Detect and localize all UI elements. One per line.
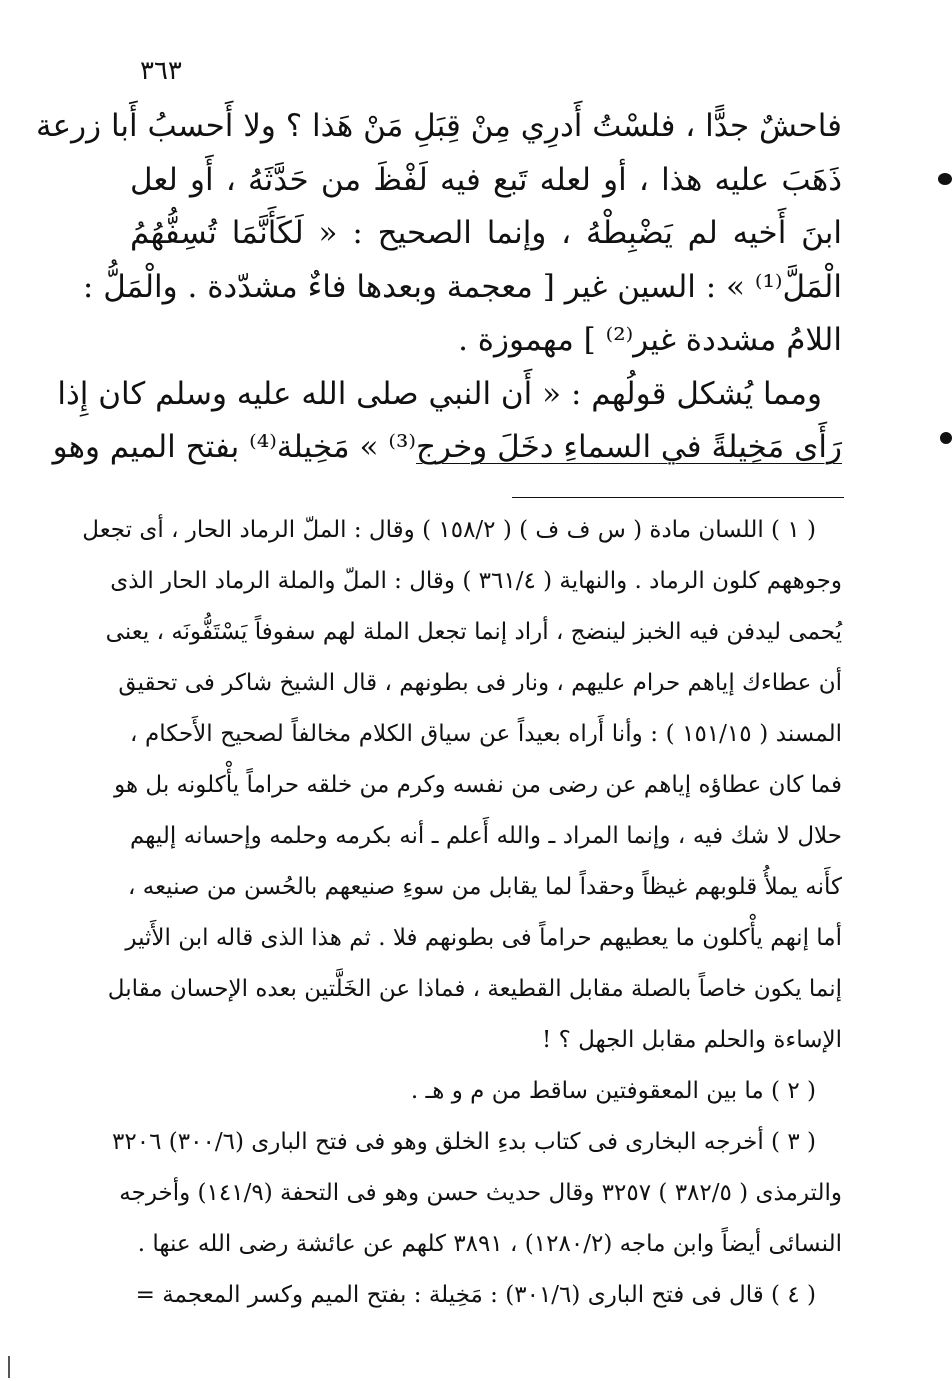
- footnote-line: يُحمى ليدفن فيه الخبز لينضج ، أراد إنما تجعل الملة لهم سفوفاً يَسْتَفُّونَه ، يعنى: [105, 619, 842, 645]
- footnote-line: إنما يكون خاصاً بالصلة مقابل القطيعة ، فماذا عن الخَلَّتين بعده الإحسان مقابل: [107, 976, 842, 1002]
- footnote-line: أن عطاءك إياهم حرام عليهم ، ونار فى بطونهم ، قال الشيخ شاكر فى تحقيق: [118, 670, 842, 696]
- footnote-line: ( ١ ) اللسان مادة ( س ف ف ) ( ١٥٨/٢ ) وقال : الملّ الرماد الحار ، أى تجعل: [82, 517, 816, 543]
- footnote-line: والترمذى ( ٣٨٢/٥ ) ٣٢٥٧ وقال حديث حسن وهو فى التحفة (١٤١/٩) وأخرجه: [119, 1180, 842, 1206]
- footnote-line: وجوههم كلون الرماد . والنهاية ( ٣٦١/٤ ) وقال : الملّ والملة الرماد الحار الذى: [110, 568, 842, 594]
- main-text-line: ابنَ أَخيه لم يَضْبِطْهُ ، وإنما الصحيح : « لَكَأَنَّمَا تُسِفُّهُمُ: [130, 215, 842, 251]
- footnote-line: النسائى أيضاً وابن ماجه (١٢٨٠/٢) ، ٣٨٩١ كلهم عن عائشة رضى الله عنها .: [137, 1231, 842, 1257]
- footnotes: [82, 505, 842, 1321]
- footnote-line: ( ٢ ) ما بين المعقوفتين ساقط من م و هـ .: [410, 1078, 816, 1104]
- main-text-line: ذَهَبَ عليه هذا ، أو لعله تَبع فيه لَفْظَ من حَدَّثَهُ ، أَو لعل: [130, 161, 842, 198]
- footnote-line: ( ٤ ) قال فى فتح البارى (٣٠١/٦) : مَخِيلة : بفتح الميم وكسر المعجمة =: [135, 1282, 816, 1308]
- scan-edge-mark: [8, 1356, 10, 1378]
- main-text-line: اللامُ مشددة غير⁽²⁾ ] مهموزة .: [458, 322, 842, 358]
- main-text-line: الْمَلَّ⁽¹⁾ » : السين غير [ معجمة وبعدها فاءٌ مشدّدة . والْمَلُّ :: [82, 268, 842, 305]
- footnote-line: ( ٣ ) أخرجه البخارى فى كتاب بدءِ الخلق وهو فى فتح البارى (٣٠٠/٦) ٣٢٠٦: [112, 1129, 816, 1155]
- main-text-line: ومما يُشكل قولُهم : « أَن النبي صلى الله عليه وسلم كان إِذا: [57, 375, 822, 412]
- main-text-line-underlined: رَأَى مَخِيلةً في السماءِ دخَلَ وخرج⁽³⁾ » مَخِيلة⁽⁴⁾ بفتح الميم وهو: [52, 429, 842, 465]
- scan-edge-mark: [940, 432, 952, 444]
- main-text: [36, 100, 842, 475]
- footnote-line: الإساءة والحلم مقابل الجهل ؟ !: [542, 1027, 842, 1053]
- page-number: ٣٦٣: [140, 56, 182, 86]
- underlined-phrase: رَأَى مَخِيلةً في السماءِ دخَلَ وخرج: [416, 429, 842, 465]
- footnote-line: فما كان عطاؤه إياهم عن رضى من نفسه وكرم من خلقه حراماً يأْكلونه بل هو: [114, 772, 842, 798]
- footnote-line: كأَنه يملأُ قلوبهم غيظاً وحقداً لما يقابل من سوءِ صنيعهم بالحُسن من صنيعه ،: [128, 874, 842, 900]
- footnote-line: المسند ( ١٥١/١٥ ) : وأنا أَراه بعيداً عن سياق الكلام مخالفاً لصحيح الأَحكام ،: [130, 721, 842, 747]
- footnote-separator: [512, 497, 844, 498]
- footnote-line: حلال لا شك فيه ، وإنما المراد ـ والله أَعلم ـ أنه بكرمه وحلمه وإحسانه إليهم: [130, 823, 842, 849]
- scan-edge-mark: [938, 173, 952, 185]
- footnote-line: أما إنهم يأْكلون ما يعطيهم حراماً فى بطونهم فلا . ثم هذا الذى قاله ابن الأَثير: [125, 925, 842, 951]
- main-text-line: فاحشٌ جدًّا ، فلسْتُ أَدرِي مِنْ قِبَلِ مَنْ هَذا ؟ ولا أَحسبُ أَبا زرعة: [36, 108, 842, 144]
